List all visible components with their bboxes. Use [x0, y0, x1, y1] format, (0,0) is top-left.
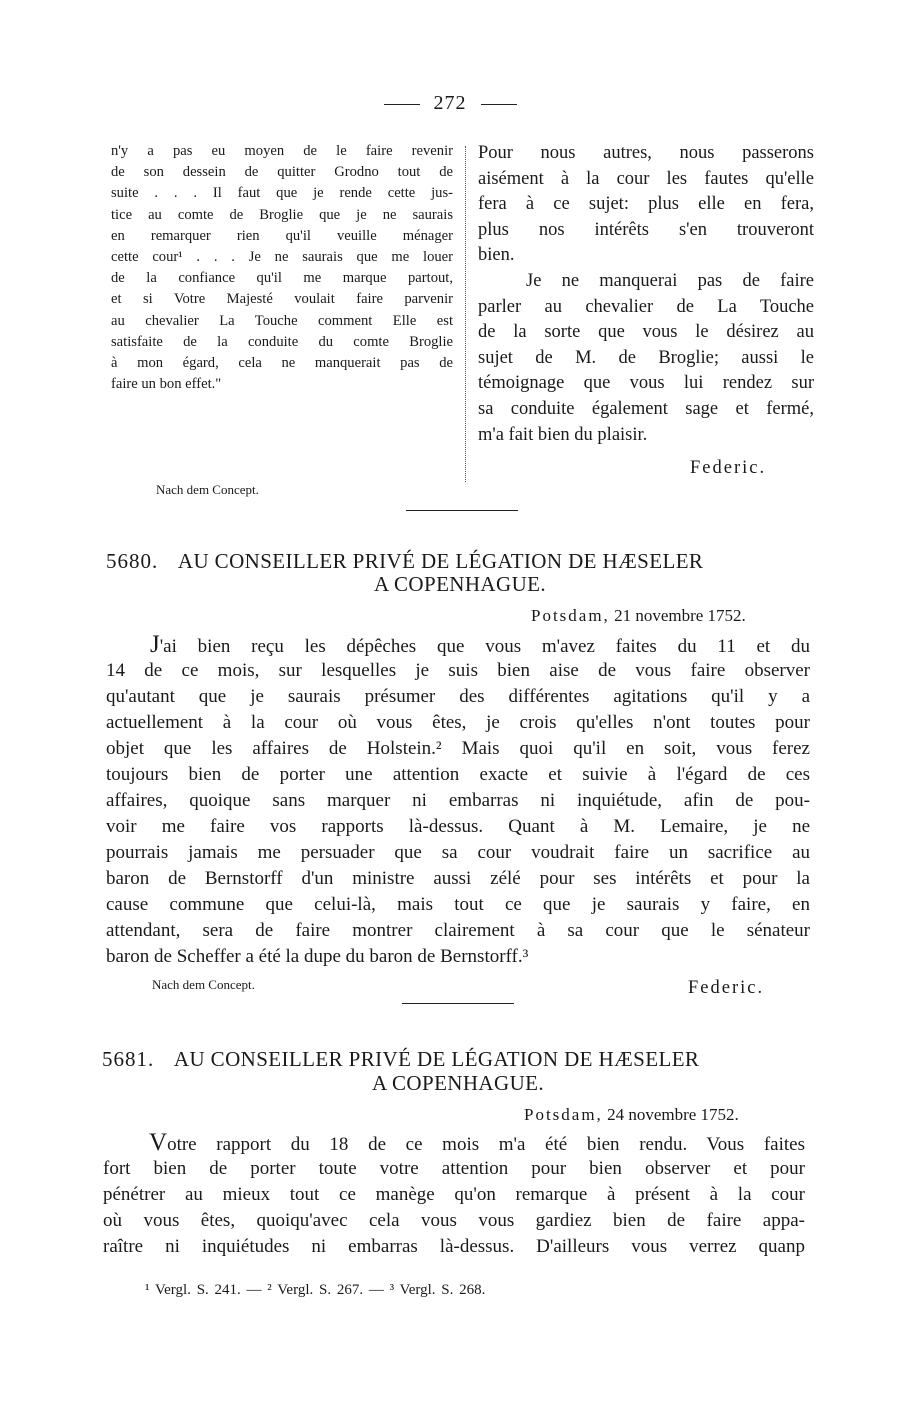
right-column-reply	[478, 141, 814, 448]
letter-body-line: baron de Scheffer a été la dupe du baron de Bernstorff.³	[106, 946, 529, 967]
letter-number: 5681.	[102, 1047, 155, 1071]
column-divider	[465, 146, 466, 482]
left-column-line: au chevalier La Touche comment Elle est	[111, 312, 453, 329]
letter-body-line: baron de Bernstorff d'un ministre aussi zélé pour ses intérêts et pour la	[106, 868, 810, 889]
letter-body-line: attendant, sera de faire montrer clairement à sa cour que le sénateur	[106, 920, 810, 941]
right-column-line: bien.	[478, 245, 515, 266]
dateline-place: Potsdam,	[524, 1105, 603, 1124]
letter-5681-heading	[102, 1047, 699, 1071]
right-column-line: de la sorte que vous le désirez au	[478, 322, 814, 343]
letter-5680-dateline	[531, 606, 746, 626]
right-column-line: fera à ce sujet: plus elle en fera,	[478, 194, 814, 215]
left-column-line: et si Votre Majesté voulait faire parvenir	[111, 291, 453, 308]
left-column-line: satisfaite de la conduite du comte Broglie	[111, 333, 453, 350]
letter-body-line: affaires, quoique sans marquer ni embarras ni inquiétude, afin de pou-	[106, 790, 810, 811]
letter-heading-title: AU CONSEILLER PRIVÉ DE LÉGATION DE HÆSELER	[173, 1047, 700, 1071]
right-column-line: plus nos intérêts s'en trouveront	[478, 219, 814, 240]
left-column-line: cette cour¹ . . . Je ne saurais que me louer	[111, 248, 453, 265]
source-note: Nach dem Concept.	[152, 977, 255, 992]
letter-body-line: objet que les affaires de Holstein.² Mais quoi qu'il en soit, vous ferez	[106, 738, 810, 759]
letter-body-line: voir me faire vos rapports là-dessus. Quant à M. Lemaire, je ne	[106, 816, 810, 837]
letter-body-line: 14 de ce mois, sur lesquelles je suis bien aise de vous faire observer	[106, 660, 810, 681]
header-dash-left	[384, 104, 420, 105]
letter-body-line: où vous êtes, quoiqu'avec cela vous vous gardiez bien de faire appa-	[103, 1210, 805, 1231]
drop-cap: V	[149, 1129, 168, 1156]
right-column-line: sujet de M. de Broglie; aussi le	[478, 347, 814, 368]
dateline-date: 21 novembre 1752.	[614, 606, 746, 625]
dateline-date: 24 novembre 1752.	[607, 1105, 739, 1124]
right-column-line: sa conduite également sage et fermé,	[478, 398, 814, 419]
signature-federic: Federic.	[690, 458, 767, 478]
right-column-line: témoignage que vous lui rendez sur	[478, 373, 814, 394]
letter-body-line	[106, 632, 810, 658]
letter-body-text: 'ai bien reçu les dépêches que vous m'avez faites du 11 et du	[159, 636, 810, 657]
right-column-line: m'a fait bien du plaisir.	[478, 424, 648, 445]
letter-body-line	[103, 1130, 805, 1156]
left-column-line: à mon égard, cela ne manquerait pas de	[111, 354, 453, 371]
letter-body-line: actuellement à la cour où vous êtes, je crois qu'elles n'ont toutes pour	[106, 712, 810, 733]
section-divider-rule	[402, 1003, 514, 1004]
left-column-line: suite . . . Il faut que je rende cette jus-	[111, 185, 453, 202]
letter-body-line: cause commune que celui-là, mais tout ce que je saurais y faire, en	[106, 894, 810, 915]
letter-body-text: otre rapport du 18 de ce mois m'a été bien rendu. Vous faites	[167, 1134, 805, 1155]
footnotes: ¹ Vergl. S. 241. — ² Vergl. S. 267. — ³ Vergl. S. 268.	[145, 1282, 486, 1298]
header-dash-right	[481, 104, 517, 105]
dateline-place: Potsdam,	[531, 606, 610, 625]
left-column-line: faire un bon effet."	[111, 376, 222, 393]
left-column-line: de la confiance qu'il me marque partout,	[111, 270, 453, 287]
letter-body-line: qu'autant que je saurais présumer des différentes agitations qu'il y a	[106, 686, 810, 707]
right-column-line: aisément à la cour les fautes qu'elle	[478, 168, 814, 189]
letter-heading-destination: A COPENHAGUE.	[373, 572, 547, 596]
right-column-line: parler au chevalier de La Touche	[478, 296, 814, 317]
signature-federic: Federic.	[688, 978, 765, 998]
page-number-header	[0, 92, 900, 115]
left-column-quote	[111, 141, 453, 395]
letter-heading-title: AU CONSEILLER PRIVÉ DE LÉGATION DE HÆSELER	[177, 549, 704, 573]
letter-body-line: fort bien de porter toute votre attention pour bien observer et pour	[103, 1158, 805, 1179]
right-column-line: Pour nous autres, nous passerons	[478, 143, 814, 163]
letter-body-line: raître ni inquiétudes ni embarras là-dessus. D'ailleurs vous verrez quanp	[103, 1236, 805, 1257]
letter-body-line: pénétrer au mieux tout ce manège qu'on remarque à présent à la cour	[103, 1184, 805, 1205]
letter-5680-heading	[106, 549, 703, 573]
letter-number: 5680.	[106, 549, 159, 573]
left-column-line: en remarquer rien qu'il veuille ménager	[111, 227, 453, 244]
right-column-line: Je ne manquerai pas de faire	[526, 270, 814, 291]
letter-5681-body	[103, 1130, 805, 1260]
letter-heading-destination: A COPENHAGUE.	[371, 1071, 545, 1095]
source-note: Nach dem Concept.	[156, 482, 259, 497]
drop-cap: J	[150, 631, 160, 658]
letter-5681-dateline	[524, 1105, 739, 1125]
letter-body-line: pourrais jamais me persuader que sa cour voudrait faire un sacrifice au	[106, 842, 810, 863]
left-column-line: tice au comte de Broglie que je ne saurais	[111, 206, 453, 223]
left-column-line: n'y a pas eu moyen de le faire revenir	[111, 143, 453, 159]
letter-body-line: toujours bien de porter une attention exacte et suivie à l'égard de ces	[106, 764, 810, 785]
section-divider-rule	[406, 510, 518, 511]
left-column-line: de son dessein de quitter Grodno tout de	[111, 164, 453, 181]
letter-5680-body	[106, 632, 810, 970]
page-number: 272	[433, 92, 467, 114]
